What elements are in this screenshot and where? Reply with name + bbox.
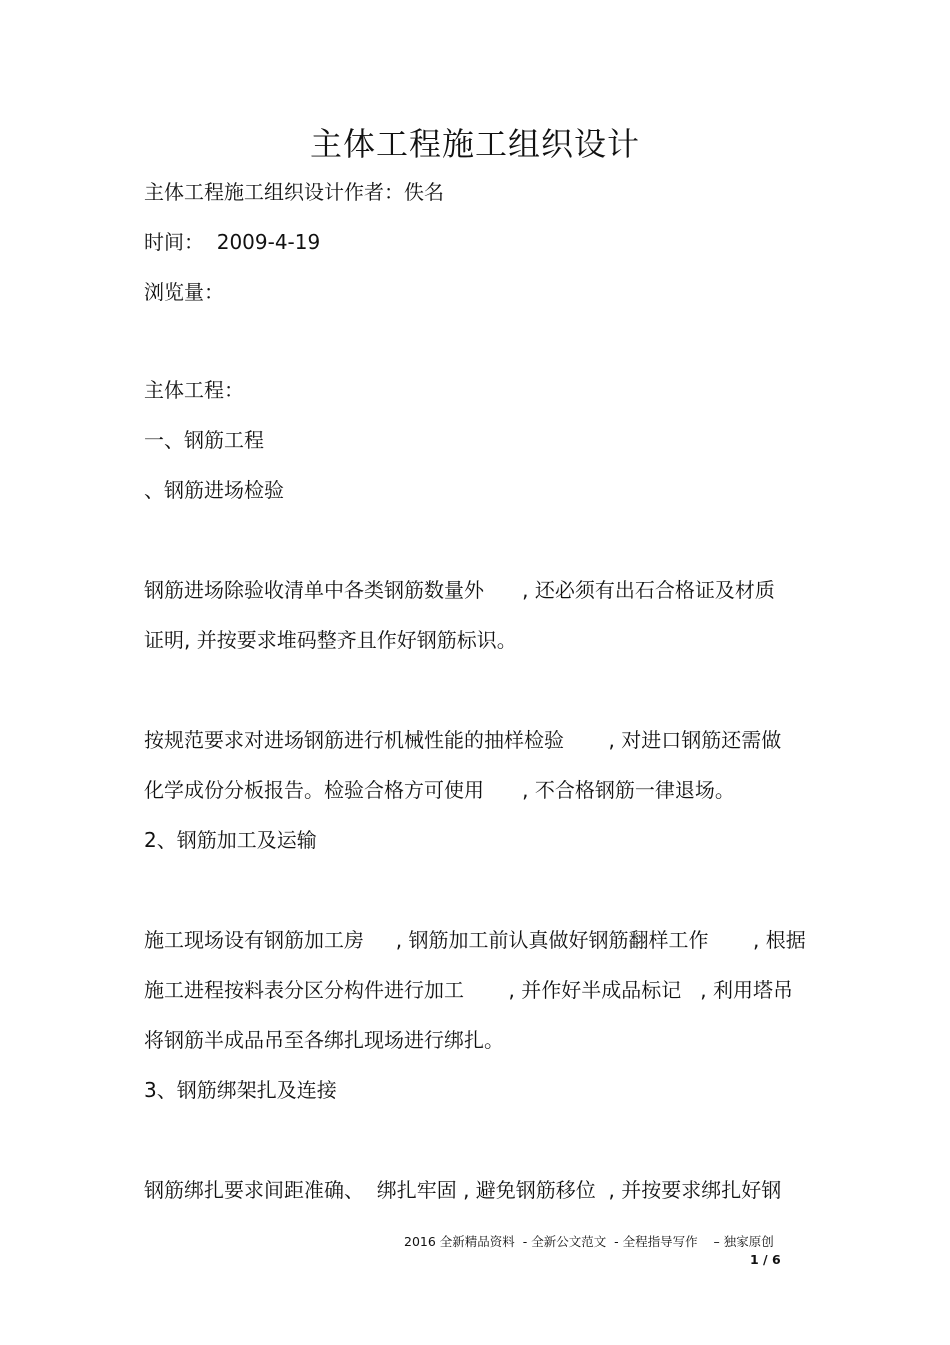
heading-rebar-inspection: 、钢筋进场检验 xyxy=(144,478,284,502)
page-number: 1 / 6 xyxy=(750,1252,781,1267)
views-line: 浏览量： xyxy=(144,280,224,304)
time-line: 时间： 2009-4-19 xyxy=(144,230,321,254)
heading-rebar-work: 一、钢筋工程 xyxy=(144,428,264,452)
paragraph-line: 按规范要求对进场钢筋进行机械性能的抽样检验 , 对进口钢筋还需做 xyxy=(144,728,782,752)
paragraph-line: 证明, 并按要求堆码整齐且作好钢筋标识。 xyxy=(144,628,517,652)
document-title: 主体工程施工组织设计 xyxy=(309,125,640,163)
paragraph-line: 施工现场设有钢筋加工房 , 钢筋加工前认真做好钢筋翻样工作 , 根据 xyxy=(144,928,806,952)
heading-rebar-binding: 3、钢筋绑架扎及连接 xyxy=(144,1078,337,1102)
paragraph-line: 钢筋进场除验收清单中各类钢筋数量外 , 还必须有出石合格证及材质 xyxy=(144,578,775,602)
heading-rebar-processing: 2、钢筋加工及运输 xyxy=(144,828,317,852)
footer-text: 2016 全新精品资料 - 全新公文范文 - 全程指导写作 – 独家原创 xyxy=(404,1234,774,1249)
paragraph-line: 施工进程按料表分区分构件进行加工 , 并作好半成品标记 , 利用塔吊 xyxy=(144,978,794,1002)
paragraph-line: 化学成份分板报告。检验合格方可使用 , 不合格钢筋一律退场。 xyxy=(144,778,735,802)
paragraph-line: 将钢筋半成品吊至各绑扎现场进行绑扎。 xyxy=(144,1028,504,1052)
author-line: 主体工程施工组织设计作者：佚名 xyxy=(144,180,444,204)
paragraph-line: 钢筋绑扎要求间距准确、 绑扎牢固 , 避免钢筋移位 , 并按要求绑扎好钢 xyxy=(144,1178,782,1202)
section-heading: 主体工程： xyxy=(144,378,244,402)
